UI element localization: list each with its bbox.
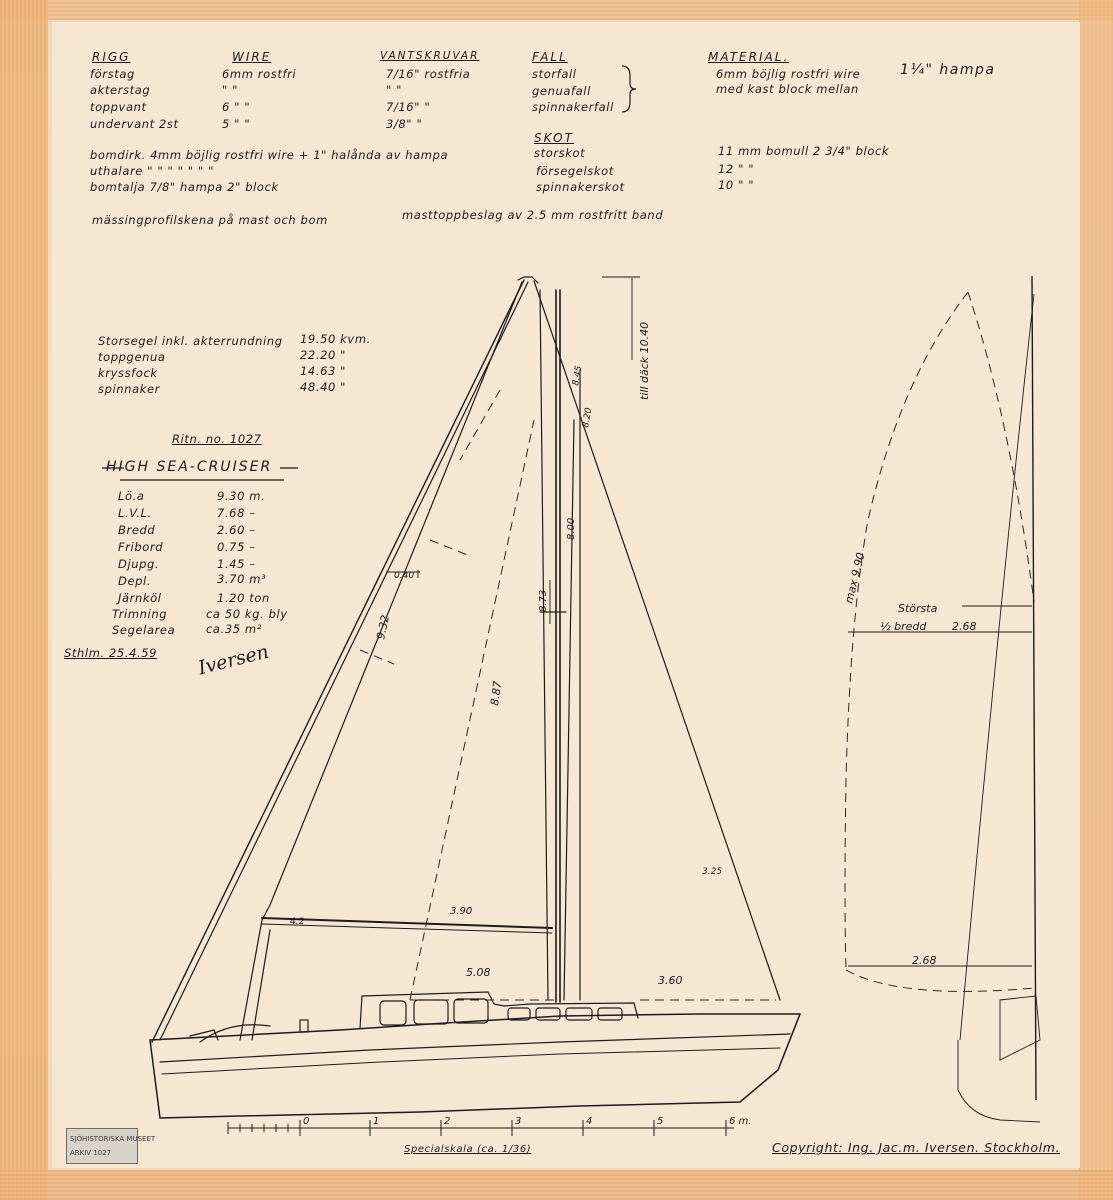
spec-value: 1.45 –	[217, 557, 256, 571]
rudder-tiller	[190, 1030, 218, 1040]
wire-header: WIRE	[232, 50, 272, 64]
spec-key: Depl.	[118, 574, 152, 588]
archive-stamp	[66, 1128, 156, 1164]
skot-name: storskot	[534, 146, 586, 160]
shroud-upper	[540, 290, 548, 1000]
drawing-number: Ritn. no. 1027	[172, 432, 262, 446]
scale-tick-label: 2	[444, 1116, 451, 1127]
spec-key: Lö.a	[118, 489, 145, 503]
dim-label-mast: till däck 10.40	[638, 321, 651, 400]
backstay	[534, 281, 780, 1000]
spec-key: Segelarea	[112, 623, 176, 637]
spinnaker-foot	[846, 970, 1034, 991]
stamp-line: ARKIV 1027	[70, 1149, 112, 1157]
hull	[150, 1014, 800, 1118]
material-header: MATERIAL.	[708, 50, 790, 64]
spec-value: 7.68 –	[217, 506, 256, 520]
forestay	[152, 280, 524, 1042]
rigg-row-name: akterstag	[90, 83, 151, 97]
material-line: med kast block mellan	[716, 82, 859, 96]
spec-value: ca.35 m²	[206, 622, 262, 636]
spec-value: 2.60 –	[217, 523, 256, 537]
cabin-window	[536, 1008, 560, 1020]
scale-tick-label: 1	[373, 1116, 380, 1127]
rigg-row-name: toppvant	[90, 100, 147, 114]
skot-name: försegelskot	[536, 164, 614, 178]
sail-name: spinnaker	[98, 382, 160, 396]
dim-label-boom-end: 4.2	[290, 917, 305, 927]
spec-value: 0.75 –	[217, 540, 256, 554]
scale-tick-label: 4	[586, 1116, 593, 1127]
skot-header: SKOT	[534, 131, 574, 145]
sail-name: toppgenua	[98, 350, 166, 364]
rigg-row-screw: 7/16" "	[386, 100, 431, 114]
dim-label-leech: 8.87	[488, 680, 505, 707]
cabin-window	[566, 1008, 592, 1020]
boom-vang	[240, 920, 262, 1040]
rigg-row-wire: 6mm rostfri	[222, 67, 297, 81]
spec-key: Trimning	[112, 607, 168, 621]
boom	[262, 918, 552, 928]
skot-material: 10 " "	[718, 178, 755, 192]
sail-area: 48.40 "	[300, 380, 347, 394]
dim-label-foot: 5.08	[466, 966, 491, 979]
signature: Iversen	[196, 640, 272, 680]
dim-label-upper: 8.00	[566, 517, 577, 540]
spec-value: 9.30 m.	[217, 489, 266, 503]
cabin-window	[598, 1008, 622, 1020]
cockpit-coaming	[200, 1025, 270, 1042]
spec-key: Bredd	[118, 523, 156, 537]
fall-header: FALL	[532, 50, 568, 64]
scale-tick-label: 0	[303, 1116, 310, 1127]
fall-item: storfall	[532, 67, 577, 81]
side-hull	[958, 1040, 1040, 1122]
stamp-line: SJÖHISTORISKA MUSEET	[70, 1135, 156, 1143]
material-hampa: 1¼" hampa	[900, 62, 996, 78]
sail-area: 22.20 "	[300, 348, 347, 362]
spin-label-halfwidth: ½ bredd	[880, 620, 927, 633]
spec-value: ca 50 kg. bly	[206, 607, 288, 621]
side-rudder	[1000, 996, 1040, 1060]
spin-label-largest: Största	[898, 602, 938, 615]
vantskruvar-header: VANTSKRUVAR	[380, 50, 480, 62]
spec-key: Järnköl	[118, 591, 162, 605]
spinnaker-leech	[968, 292, 1034, 602]
sail-area: 14.63 "	[300, 364, 347, 378]
topping-lift	[252, 930, 270, 1040]
copyright: Copyright: Ing. Jac.m. Iversen. Stockholm.	[772, 1140, 1061, 1155]
sail-area: 19.50 kvm.	[300, 332, 371, 346]
spec-key: L.V.L.	[118, 506, 152, 520]
drawing-title: HIGH SEA-CRUISER	[106, 459, 273, 475]
rigg-row-wire: " "	[222, 83, 239, 97]
rigg-row-screw: 3/8" "	[386, 117, 423, 131]
spinnaker-mast	[1032, 276, 1036, 1100]
dim-label-spin-height: max 9.90	[842, 551, 868, 605]
dim-label-top-a: 8.45	[571, 365, 585, 387]
pencil-note: 3.25	[702, 867, 723, 877]
scale-tick-label: 3	[515, 1116, 522, 1127]
bom-line: uthalare " " " " " " "	[90, 164, 214, 178]
winch	[300, 1020, 308, 1032]
shroud-lower	[564, 420, 574, 1000]
note: masttoppbeslag av 2.5 mm rostfritt band	[402, 208, 664, 222]
boom-under	[262, 924, 552, 933]
bom-line: bomdirk. 4mm böjlig rostfri wire + 1" halånda av hampa	[90, 148, 449, 162]
fall-item: spinnakerfall	[532, 100, 614, 114]
sail-name: Storsegel inkl. akterrundning	[98, 334, 283, 348]
cabin-window	[454, 999, 488, 1023]
note: mässingprofilskena på mast och bom	[92, 213, 328, 227]
cabin-window	[414, 1000, 448, 1024]
jib-batten	[460, 390, 500, 460]
scale-tick-label: 5	[657, 1116, 664, 1127]
dim-label-top-b: 8.20	[581, 407, 595, 429]
rigg-row-wire: 5 " "	[222, 117, 251, 131]
skot-name: spinnakerskot	[536, 180, 625, 194]
cabin	[360, 992, 638, 1028]
rigg-row-screw: 7/16" rostfria	[386, 67, 471, 81]
scale-label: Specialskala (ca. 1/36)	[404, 1144, 532, 1155]
dim-label-jib-luff: 8.73	[538, 589, 549, 612]
rigg-row-wire: 6 " "	[222, 100, 251, 114]
spin-label-foot: 2.68	[912, 954, 937, 967]
fall-item: genuafall	[532, 84, 591, 98]
spec-value: 1.20 ton	[217, 591, 270, 605]
boot-top	[162, 1048, 780, 1074]
spin-label-width: 2.68	[952, 620, 977, 633]
spinnaker-rig	[960, 294, 1034, 1040]
skot-material: 12 " "	[718, 162, 755, 176]
spec-key: Djupg.	[118, 557, 160, 571]
skot-material: 11 mm bomull 2 3/4" block	[718, 144, 890, 158]
scale-tick-label: 6 m.	[729, 1116, 752, 1127]
material-line: 6mm böjlig rostfri wire	[716, 67, 861, 81]
rigg-row-name: undervant 2st	[90, 117, 179, 131]
dim-label-foot2: 3.60	[658, 974, 683, 987]
main-leech	[262, 282, 522, 920]
spec-value: 3.70 m³	[217, 572, 267, 586]
cabin-window	[380, 1001, 406, 1025]
bom-line: bomtalja 7/8" hampa 2" block	[90, 180, 279, 194]
main-batten	[360, 650, 394, 664]
rigg-row-name: förstag	[90, 67, 135, 81]
spec-key: Fribord	[118, 540, 164, 554]
drawing-date: Sthlm. 25.4.59	[64, 646, 158, 660]
sail-name: kryssfock	[98, 366, 158, 380]
dim-label-spreader: 0.40	[394, 571, 415, 581]
rigg-header: RIGG	[92, 50, 131, 64]
dim-label-boom: 3.90	[450, 906, 473, 917]
main-batten	[430, 540, 470, 556]
dim-label-luff: 9.32	[374, 613, 393, 641]
rigg-row-screw: " "	[386, 83, 403, 97]
